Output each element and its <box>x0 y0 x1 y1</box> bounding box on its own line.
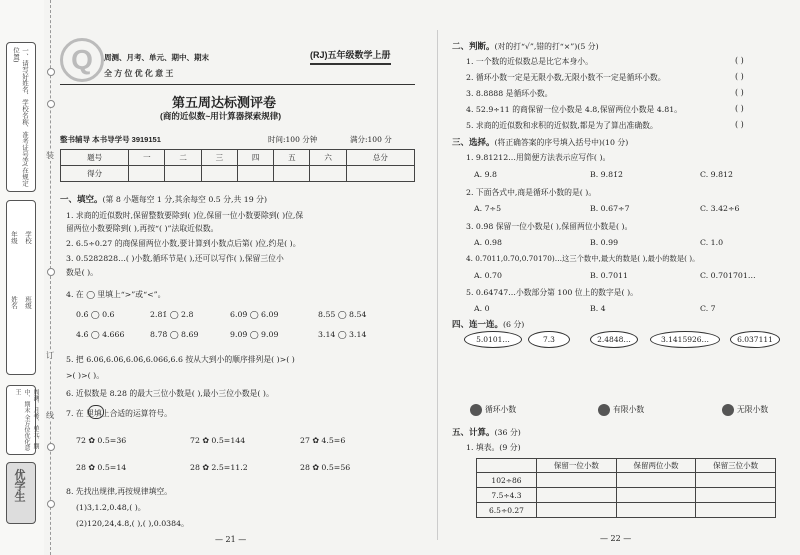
cut-line <box>50 0 51 555</box>
rounding-table-expr: 6.5÷0.27 <box>477 503 537 518</box>
grade-label: 班级 <box>24 296 32 309</box>
cut-mark: 线 <box>46 411 54 420</box>
section-1-header: 一、填空。(第 8 小题每空 1 分,其余每空 0.5 分,共 19 分) <box>60 194 267 204</box>
choice-question-2: 2. 下面各式中,商是循环小数的是( )。 <box>466 188 597 197</box>
rounding-answer-cell[interactable] <box>616 473 696 488</box>
compare-item[interactable]: 2.81̇ ◯ 2.8 <box>150 310 194 319</box>
class-label: 年级 <box>10 231 18 244</box>
compare-item[interactable]: 9.09̇ ◯ 9.09 <box>230 330 279 339</box>
rounding-answer-cell[interactable] <box>696 503 776 518</box>
school-label: 学校 <box>24 231 32 244</box>
student-info-box <box>6 200 36 375</box>
operator-item[interactable]: 27 ✿ 4.5=6 <box>300 436 346 445</box>
question-6: 6. 近似数是 8.28 的最大三位小数是( ),最小三位小数是( )。 <box>66 389 274 398</box>
judge-item: 4. 52.9÷11 的商保留一位小数是 4.8,保留两位小数是 4.81。 <box>466 105 682 114</box>
score-table-cell: 六 <box>310 150 346 166</box>
section-3-header: 三、选择。(将正确答案的序号填入括号中)(10 分) <box>452 137 629 147</box>
number-oval[interactable]: 6.037111 <box>730 331 780 348</box>
rounding-table-expr: 7.5÷4.3 <box>477 488 537 503</box>
question-1a: 1. 求商的近似数时,保留整数要除到( )位,保留一位小数要除到( )位,保 <box>66 211 304 220</box>
score-table-cell: 五 <box>274 150 310 166</box>
score-input[interactable] <box>201 166 237 182</box>
choice-option[interactable]: C. 0.701701… <box>700 271 756 280</box>
judge-item: 2. 循环小数一定是无限小数,无限小数不一定是循环小数。 <box>466 73 666 82</box>
judge-answer-blank[interactable]: ( ) <box>735 88 744 97</box>
score-table-cell: 一 <box>129 150 165 166</box>
calc-question-1: 1. 填表。(9 分) <box>466 443 521 452</box>
score-input[interactable] <box>129 166 165 182</box>
operator-item[interactable]: 72 ✿ 0.5=36 <box>76 436 127 445</box>
rounding-answer-cell[interactable] <box>537 488 617 503</box>
rounding-answer-cell[interactable] <box>537 503 617 518</box>
rounding-table-expr: 102÷86 <box>477 473 537 488</box>
compare-item[interactable]: 4.6̇ ◯ 4.666 <box>76 330 125 339</box>
number-oval[interactable]: 5.0101… <box>464 331 522 348</box>
tagline2: 全 方 位 优 化 意 王 <box>104 69 174 78</box>
number-oval[interactable]: 7.3 <box>528 331 570 348</box>
rounding-table <box>476 458 776 518</box>
compare-item[interactable]: 8.78̇ ◯ 8.69 <box>150 330 199 339</box>
section-2-header: 二、判断。(对的打“√”,错的打“×”)(5 分) <box>452 41 599 51</box>
score-input[interactable] <box>237 166 273 182</box>
binding-hole <box>47 100 55 108</box>
rounding-answer-cell[interactable] <box>696 488 776 503</box>
score-table-cell: 四 <box>237 150 273 166</box>
question-1b: 留两位小数要除到( ),再按“( )”法取近似数。 <box>66 224 219 233</box>
compare-item[interactable]: 0.6̇ ◯ 0.6 <box>76 310 115 319</box>
rounding-table-header <box>477 459 537 473</box>
category-recurring[interactable]: 循环小数 <box>470 404 516 416</box>
page-title: 第五周达标测评卷 <box>172 95 277 110</box>
rounding-table-header: 保留两位小数 <box>616 459 696 473</box>
question-5a: 5. 把 6.06,6.0̇6,6.0̇6̇,6.066,6.6 按从大到小的顺序排列是( )>( ) <box>66 355 295 364</box>
tagline: 周测、月考、单元、期中、期末 <box>104 53 209 62</box>
page-number-right: — 22 — <box>600 534 632 543</box>
cartoon-kid-icon <box>722 404 734 416</box>
binding-slogan: 周测、月考、单元、期中、期末 全方位优化意王 <box>14 389 39 451</box>
choice-question-5: 5. 0.64747…小数部分第 100 位上的数字是( )。 <box>466 288 638 297</box>
operator-item[interactable]: 28 ✿ 0.5=56 <box>300 463 351 472</box>
exam-score: 满分:100 分 <box>350 135 392 144</box>
binding-hole <box>47 68 55 76</box>
score-input[interactable] <box>310 166 346 182</box>
question-3b: 数是( )。 <box>66 268 98 277</box>
choice-option[interactable]: B. 4 <box>590 304 606 313</box>
binding-strip <box>0 0 44 555</box>
choice-option[interactable]: C. 3.42÷6 <box>700 204 740 213</box>
guide-number: 整书辅导 本书导学号 3919151 <box>60 135 161 144</box>
score-table-cell: 题号 <box>61 150 129 166</box>
rounding-answer-cell[interactable] <box>616 488 696 503</box>
rounding-answer-cell[interactable] <box>696 473 776 488</box>
score-table-cell: 二 <box>165 150 201 166</box>
binding-logo: 优学生 <box>6 462 36 524</box>
binding-instructions: 一、请写好姓名、学校名称、准考证号等(在规定位置) <box>12 47 29 187</box>
operator-item[interactable]: 28 ✿ 2.5=11.2 <box>190 463 248 472</box>
compare-item[interactable]: 6.09̇ ◯ 6.09 <box>230 310 279 319</box>
choice-option[interactable]: B. 0.7011 <box>590 271 628 280</box>
rounding-answer-cell[interactable] <box>616 503 696 518</box>
page-number-left: — 21 — <box>215 535 247 544</box>
section-5-header: 五、计算。(36 分) <box>452 427 521 437</box>
page-subtitle: (商的近似数~用计算器探索规律) <box>160 111 282 121</box>
book-label: (RJ)五年级数学上册 <box>310 48 391 65</box>
cartoon-kid-icon <box>470 404 482 416</box>
question-8-1: (1)3,1.2,0.48,( )。 <box>76 503 146 512</box>
judge-answer-blank[interactable]: ( ) <box>735 120 744 129</box>
choice-option[interactable]: A. 0 <box>474 304 490 313</box>
number-oval[interactable]: 2.4848… <box>590 331 638 348</box>
exam-time: 时间:100 分钟 <box>268 135 318 144</box>
question-3a: 3. 0.5282828…( )小数,循环节是( ),还可以写作( ),保留三位小 <box>66 254 284 263</box>
operator-item[interactable]: 28 ✿ 0.5=14 <box>76 463 127 472</box>
binding-hole <box>47 443 55 451</box>
category-infinite[interactable]: 无限小数 <box>722 404 768 416</box>
score-input[interactable] <box>274 166 310 182</box>
judge-item: 1. 一个数的近似数总是比它本身小。 <box>466 57 593 66</box>
judge-item: 3. 8.8888 是循环小数。 <box>466 89 553 98</box>
binding-instructions-box <box>6 42 36 192</box>
score-table-cell: 三 <box>201 150 237 166</box>
compare-item[interactable]: 8.55 ◯ 8.54 <box>318 310 367 319</box>
choice-option[interactable]: B. 0.99 <box>590 238 619 247</box>
question-5b: >( )>( )。 <box>66 371 104 380</box>
section-4-header: 四、连一连。(6 分) <box>452 319 525 329</box>
question-4: 4. 在 ◯ 里填上“>”或“<”。 <box>66 290 166 299</box>
rounding-table-header: 保留三位小数 <box>696 459 776 473</box>
score-table-cell: 总分 <box>346 150 414 166</box>
choice-question-1: 1. 9.81212…用简便方法表示应写作( )。 <box>466 153 611 162</box>
question-8: 8. 先找出规律,再按规律填空。 <box>66 487 172 496</box>
name-label: 姓名 <box>10 296 18 309</box>
compare-item[interactable]: 3.14 ◯ 3.14 <box>318 330 367 339</box>
score-table <box>60 149 415 182</box>
page-divider <box>437 30 438 540</box>
choice-option[interactable]: B. 0.67÷7 <box>590 204 630 213</box>
judge-item: 5. 求商的近似数和求积的近似数,都是为了算出准确数。 <box>466 121 658 130</box>
choice-option[interactable]: A. 0.70 <box>474 271 502 280</box>
header-rule <box>60 84 415 85</box>
score-input[interactable] <box>346 166 414 182</box>
operator-item[interactable]: 72 ✿ 0.5=144 <box>190 436 246 445</box>
binding-slogan-box <box>6 385 39 455</box>
cut-mark: 订 <box>46 351 54 360</box>
choice-option[interactable]: B. 9.81̇2̇ <box>590 170 624 179</box>
binding-hole <box>47 268 55 276</box>
judge-answer-blank[interactable]: ( ) <box>735 56 744 65</box>
category-finite[interactable]: 有限小数 <box>598 404 644 416</box>
choice-question-4: 4. 0.7011,0.70,0.70170)…这三个数中,最大的数是( ),最小的数是( )。 <box>466 254 700 263</box>
brand-logo-icon: Q <box>60 38 104 82</box>
judge-answer-blank[interactable]: ( ) <box>735 104 744 113</box>
choice-option[interactable]: C. 1.0 <box>700 238 724 247</box>
binding-hole <box>47 500 55 508</box>
score-input[interactable] <box>165 166 201 182</box>
number-oval[interactable]: 3.1415926… <box>650 331 720 348</box>
question-8-2: (2)120,24,4.8,( ),( ),0.0384。 <box>76 519 189 528</box>
choice-option[interactable]: A. 0.98 <box>474 238 502 247</box>
rounding-table-header: 保留一位小数 <box>537 459 617 473</box>
question-7: 7. 在 里填上合适的运算符号。 <box>66 409 172 418</box>
cartoon-kid-icon <box>598 404 610 416</box>
cut-mark: 装 <box>46 151 54 160</box>
rounding-answer-cell[interactable] <box>537 473 617 488</box>
choice-option[interactable]: A. 9.8 <box>474 170 497 179</box>
choice-option[interactable]: C. 7 <box>700 304 716 313</box>
flower-blank-icon <box>88 405 104 419</box>
choice-question-3: 3. 0.9̇8 保留一位小数是( ),保留两位小数是( )。 <box>466 222 633 231</box>
judge-answer-blank[interactable]: ( ) <box>735 72 744 81</box>
choice-option[interactable]: C. 9.8̇12̇ <box>700 170 733 179</box>
question-2: 2. 6.5÷0.27 的商保留两位小数,要计算到小数点后第( )位,约是( )。 <box>66 239 301 248</box>
score-table-cell: 得分 <box>61 166 129 182</box>
choice-option[interactable]: A. 7÷5 <box>474 204 502 213</box>
